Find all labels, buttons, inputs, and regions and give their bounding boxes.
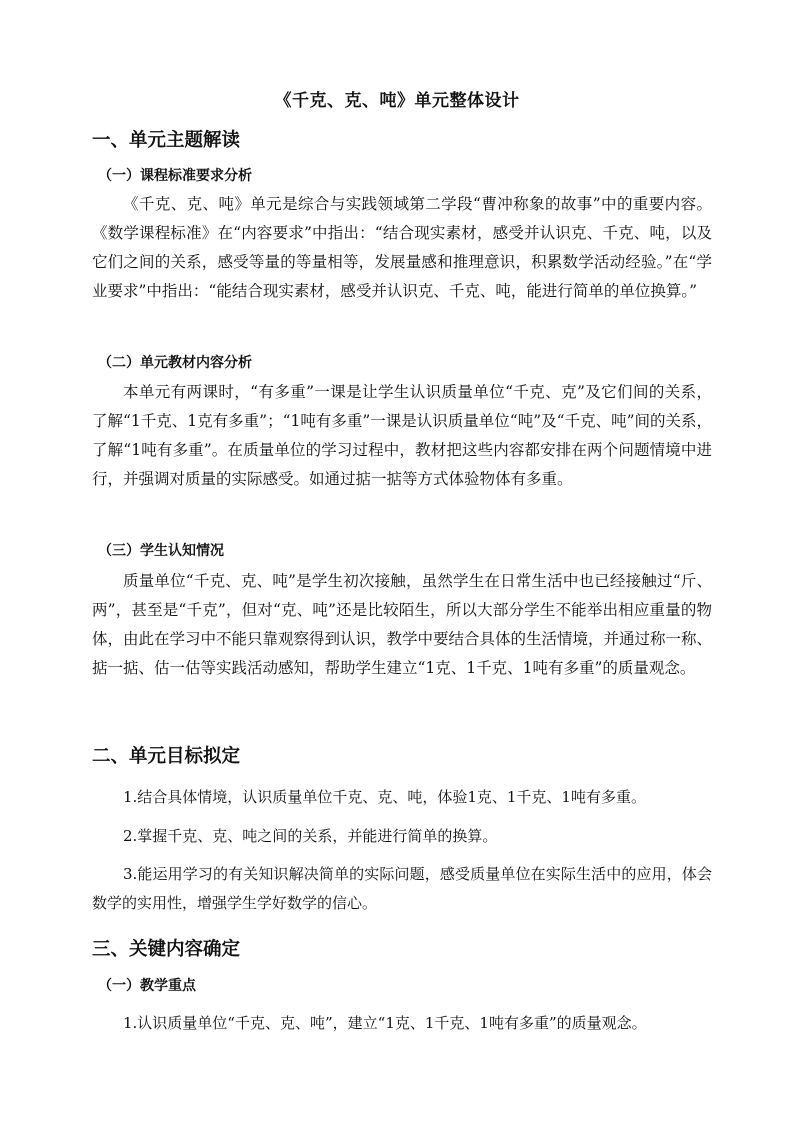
paragraph-textbook: 本单元有两课时，“有多重”一课是让学生认识质量单位“千克、克”及它们间的关系，了解“1千克、1克有多重”；“1吨有多重”一课是认识质量单位“吨”及“千克、吨”间的关系，了解“1吨有多重”。在质量单位的学习过程中，教材把这些内容都安排在两个问题情境中进行，并强调对质量的实际感受。如通过掂一掂等方式体验物体有多重。 xyxy=(92,383,712,488)
section-heading-goals: 二、单元目标拟定 xyxy=(92,746,241,767)
goal-item: 3.能运用学习的有关知识解决简单的实际问题，感受质量单位在实际生活中的应用，体会数学的实用性，增强学生学好数学的信心。 xyxy=(92,865,712,912)
subsection-heading-curriculum: （一）课程标准要求分析 xyxy=(98,168,252,184)
focus-item: 1.认识质量单位“千克、克、吨”，建立“1克、1千克、1吨有多重”的质量观念。 xyxy=(123,1014,647,1032)
goal-item: 2.掌握千克、克、吨之间的关系，并能进行简单的换算。 xyxy=(123,827,498,845)
goal-item: 1.结合具体情境，认识质量单位千克、克、吨，体验1克、1千克、1吨有多重。 xyxy=(123,788,646,806)
subsection-heading-focus: （一）教学重点 xyxy=(98,978,196,994)
section-heading-key-content: 三、关键内容确定 xyxy=(92,939,241,960)
section-heading-theme: 一、单元主题解读 xyxy=(92,130,241,151)
paragraph-curriculum: 《千克、克、吨》单元是综合与实践领域第二学段“曹冲称象的故事”中的重要内容。《数学课程标准》在“内容要求”中指出：“结合现实素材，感受并认识克、千克、吨，以及它们之间的关系，感受等量的等量相等，发展量感和推理意识，积累数学活动经验。”在“学业要求”中指出：“能结合现实素材，感受并认识克、千克、吨，能进行简单的单位换算。” xyxy=(92,195,712,300)
subsection-heading-cognition: （三）学生认知情况 xyxy=(98,543,224,559)
paragraph-cognition: 质量单位“千克、克、吨”是学生初次接触，虽然学生在日常生活中也已经接触过“斤、两”，甚至是“千克”，但对“克、吨”还是比较陌生，所以大部分学生不能举出相应重量的物体，由此在学习中不能只靠观察得到认识，教学中要结合具体的生活情境，并通过称一称、掂一掂、估一估等实践活动感知，帮助学生建立“1克、1千克、1吨有多重”的质量观念。 xyxy=(92,572,713,677)
document-title: 《千克、克、吨》单元整体设计 xyxy=(274,91,520,111)
subsection-heading-textbook: （二）单元教材内容分析 xyxy=(98,355,252,371)
